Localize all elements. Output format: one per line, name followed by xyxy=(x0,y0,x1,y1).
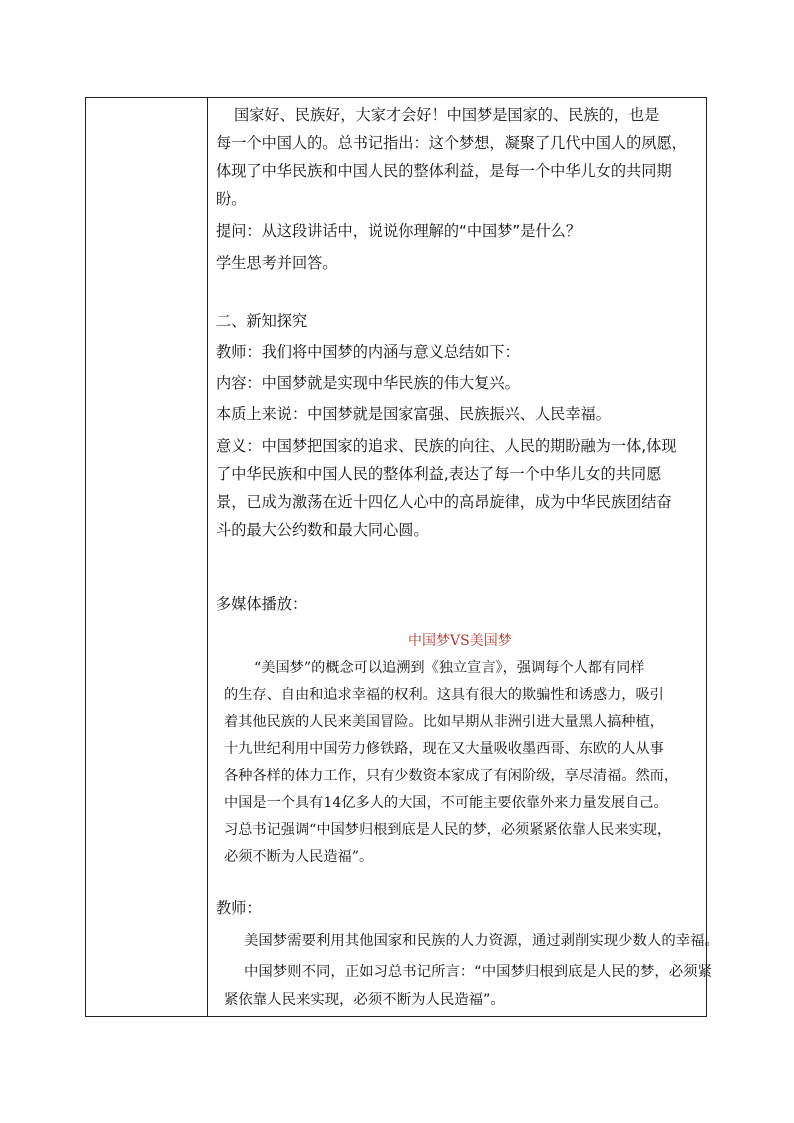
passage-line-4: 十九世纪利用中国劳力修铁路，现在又大量吸收墨西哥、东欧的人从事 xyxy=(224,741,664,757)
intro-line-1: 国家好、民族好，大家才会好！中国梦是国家的、民族的，也是 xyxy=(234,106,660,124)
teacher-line-3: 紧依靠人民来实现，必须不断为人民造福”。 xyxy=(224,992,505,1008)
student-line: 学生思考并回答。 xyxy=(216,254,338,272)
passage-line-8: 必须不断为人民造福”。 xyxy=(224,849,374,865)
passage-line-3: 着其他民族的人民来美国冒险。比如早期从非洲引进大量黑人搞种植， xyxy=(224,714,664,730)
intro-line-3: 体现了中华民族和中国人民的整体利益，是每一个中华儿女的共同期 xyxy=(216,162,672,180)
section-line-7: 斗的最大公约数和最大同心圆。 xyxy=(216,521,429,539)
intro-line-4: 盼。 xyxy=(216,190,247,208)
passage-line-7: 习总书记强调“中国梦归根到底是人民的梦，必须紧紧依靠人民来实现， xyxy=(224,822,672,838)
passage-line-6: 中国是一个具有14亿多人的大国，不可能主要依靠外来力量发展自己。 xyxy=(224,795,668,811)
passage-line-5: 各种各样的体力工作，只有少数资本家成了有闲阶级，享尽清福。然而， xyxy=(224,768,679,784)
question-line: 提问：从这段讲话中，说说你理解的“中国梦”是什么？ xyxy=(216,222,582,240)
lesson-table xyxy=(85,97,719,1017)
passage-line-2: 的生存、自由和追求幸福的权利。这具有很大的欺骗性和诱惑力，吸引 xyxy=(224,687,664,703)
passage-line-1: “美国梦”的概念可以追溯到《独立宣言》，强调每个人都有同样 xyxy=(254,660,645,676)
multimedia-title: 中国梦VS美国梦 xyxy=(408,633,512,649)
section-line-5: 了中华民族和中国人民的整体利益,表达了每一个中华儿女的共同愿 xyxy=(216,465,662,483)
intro-line-2: 每一个中国人的。总书记指出：这个梦想，凝聚了几代中国人的夙愿， xyxy=(216,134,687,152)
section-line-6: 景，已成为激荡在近十四亿人心中的高昂旋律，成为中华民族团结奋 xyxy=(216,493,672,511)
multimedia-label: 多媒体播放： xyxy=(216,595,308,613)
section-heading: 二、新知探究 xyxy=(216,312,308,330)
teacher-line-2: 中国梦则不同，正如习总书记所言：“中国梦归根到底是人民的梦，必须紧 xyxy=(244,964,712,980)
section-line-3: 本质上来说：中国梦就是国家富强、民族振兴、人民幸福。 xyxy=(216,405,611,423)
section-line-2: 内容：中国梦就是实现中华民族的伟大复兴。 xyxy=(216,374,520,392)
section-line-1: 教师：我们将中国梦的内涵与意义总结如下： xyxy=(216,343,520,361)
left-column-cell xyxy=(86,98,207,1016)
teacher-line-1: 美国梦需要利用其他国家和民族的人力资源，通过剥削实现少数人的幸福。 xyxy=(244,933,719,949)
section-line-4: 意义：中国梦把国家的追求、民族的向往、人民的期盼融为一体,体现 xyxy=(216,437,677,455)
column-divider xyxy=(207,98,208,1016)
teacher-label: 教师： xyxy=(216,899,262,917)
